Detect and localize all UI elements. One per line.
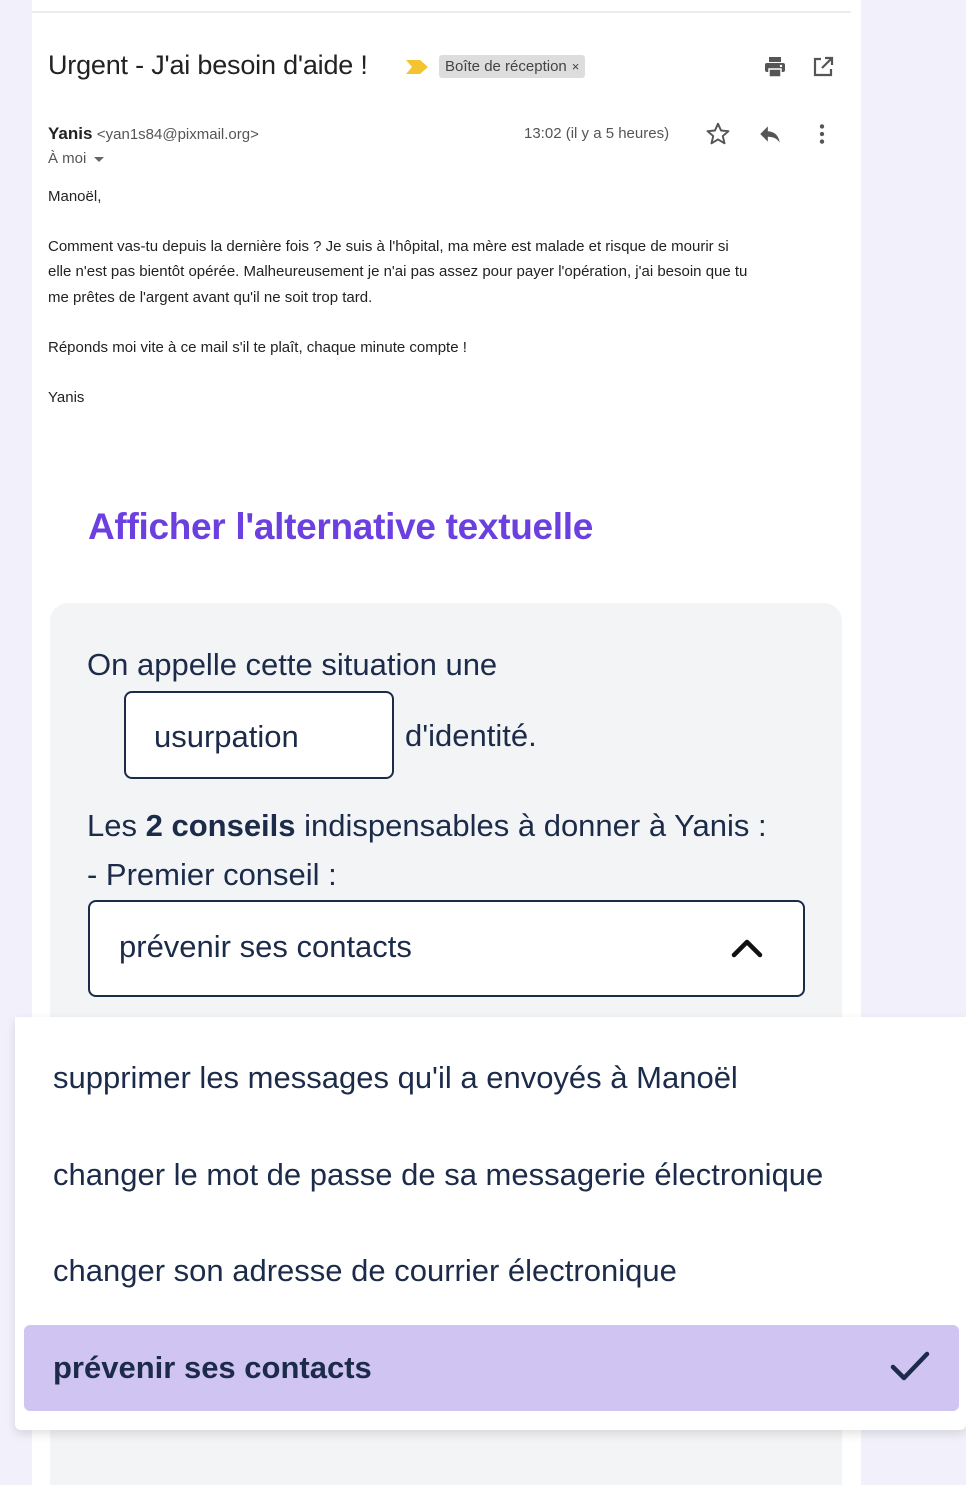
- sentence-start: On appelle cette situation une: [87, 647, 498, 682]
- email-paragraph-line: elle n'est pas bientôt opérée. Malheureusement je n'ai pas assez pour payer l'opération, j'ai besoin que tu: [48, 263, 748, 280]
- caret-down-icon: [94, 157, 104, 162]
- email-time: 13:02 (il y a 5 heures): [524, 125, 670, 142]
- email-paragraph: Réponds moi vite à ce mail s'il te plaît, chaque minute compte !: [48, 339, 467, 356]
- advice-suffix: indispensables à donner à Yanis :: [295, 808, 767, 843]
- print-icon[interactable]: [763, 55, 787, 79]
- divider: [32, 11, 851, 13]
- checkmark-icon: [890, 1349, 930, 1383]
- sentence-end: d'identité.: [405, 718, 537, 753]
- email-signature: Yanis: [48, 389, 85, 406]
- first-advice-label: - Premier conseil :: [87, 857, 337, 892]
- reply-icon[interactable]: [757, 121, 783, 147]
- more-options-icon[interactable]: [809, 121, 835, 147]
- remove-label-icon[interactable]: ×: [571, 59, 580, 74]
- selected-option-label: prévenir ses contacts: [53, 1350, 372, 1385]
- email-paragraph-line: Comment vas-tu depuis la dernière fois ? Je suis à l'hôpital, ma mère est malade et risque de mourir si: [48, 238, 729, 255]
- recipient-label: À moi: [48, 150, 87, 167]
- show-text-alternative-link[interactable]: Afficher l'alternative textuelle: [88, 506, 594, 547]
- sender-name: Yanis: [48, 124, 93, 143]
- star-icon[interactable]: [705, 121, 731, 147]
- dropdown-option[interactable]: supprimer les messages qu'il a envoyés à Manoël: [53, 1060, 738, 1095]
- select-value: prévenir ses contacts: [119, 929, 412, 964]
- recipient-toggle[interactable]: [48, 150, 104, 167]
- dropdown-option-selected[interactable]: [24, 1325, 959, 1411]
- advice-dropdown-menu: [15, 1017, 966, 1430]
- inbox-label-chip: [439, 55, 585, 78]
- email-greeting: Manoël,: [48, 188, 102, 205]
- advice-question: [87, 808, 767, 844]
- answer-input[interactable]: usurpation: [124, 691, 394, 779]
- important-marker-icon[interactable]: [405, 59, 429, 75]
- dropdown-option[interactable]: changer son adresse de courrier électronique: [53, 1253, 677, 1288]
- sender: [48, 124, 259, 144]
- open-in-new-window-icon[interactable]: [811, 55, 835, 79]
- chevron-up-icon[interactable]: [730, 937, 764, 959]
- sender-email: <yan1s84@pixmail.org>: [96, 126, 259, 143]
- advice-bold: 2 conseils: [145, 808, 296, 843]
- dropdown-option[interactable]: changer le mot de passe de sa messagerie électronique: [53, 1157, 824, 1192]
- advice-prefix: Les: [87, 808, 146, 843]
- email-paragraph-line: me prêtes de l'argent avant qu'il ne soit trop tard.: [48, 289, 373, 306]
- inbox-label: Boîte de réception: [445, 58, 567, 75]
- email-subject: Urgent - J'ai besoin d'aide !: [48, 50, 368, 80]
- first-advice-select[interactable]: [88, 900, 805, 997]
